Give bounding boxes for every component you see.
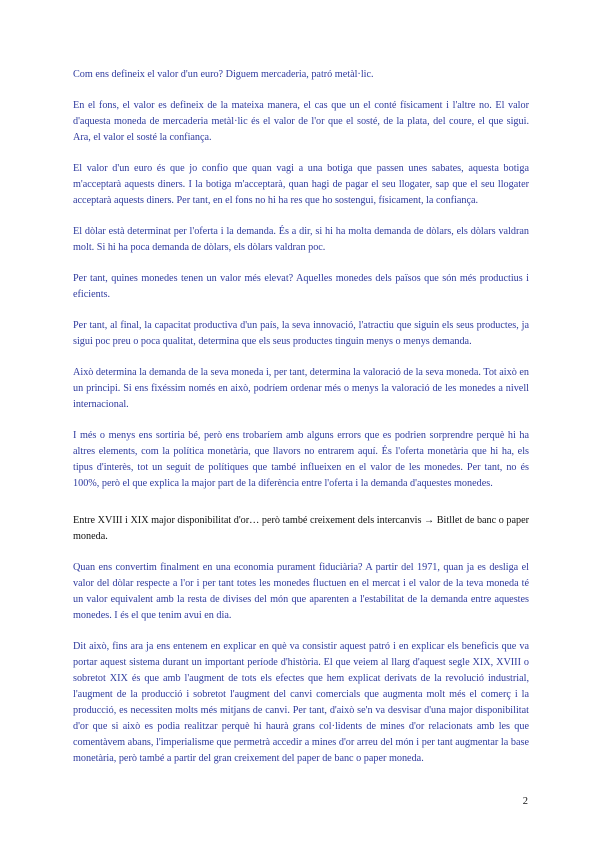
section-heading: Entre XVIII i XIX major disponibilitat d'or… però també creixement dels intercanvis → Bitllet de banc o paper moneda. [73, 515, 529, 542]
paragraph: Dit això, fins ara ja ens entenem en explicar en què va consistir aquest patró i en explicar els beneficis que va portar aquest sistema durant un important període d'història. El que veiem al llarg d'aquest segle XIX, XVIII o sobretot XIX és que amb l'augment de tots els efectes que hem explicat derivats de la revolució industrial, l'augment de la producció i sobretot l'augment del canvi comercials que augmenta molt més el comerç i la producció, es necessiten molts més mitjans de canvi. Per tant, d'això se'n va desvisar d'una major disponibilitat d'or que si això es podia realitzar perquè hi haurà grans col·lidents de mines d'or relacionats amb les que comentàvem abans, l'imperialisme que permetrà accedir a mines d'or arreu del món i per tant augmentar la base monetària, però també a partir del gran creixement del paper de banc o paper moneda. [73, 641, 529, 764]
paragraph: Això determina la demanda de la seva moneda i, per tant, determina la valoració de la seva moneda. Tot això en un principi. Si ens fixéssim només en això, podríem ordenar més o menys la valoració de les monedes a nivell internacional. [73, 367, 529, 410]
paragraph: Per tant, quines monedes tenen un valor més elevat? Aquelles monedes dels països que són més productius i eficients. [73, 273, 529, 300]
paragraph: I més o menys ens sortiria bé, però ens trobaríem amb alguns errors que es podrien sorprendre perquè hi ha altres elements, com la política monetària, que llavors no entrarem aquí. És l'oferta monetària que hi ha, els tipus d'interès, tot un seguit de polítiques que també influeixen en el valor de les monedes. Per tant, no és 100%, però el que explica la major part de la diferència entre l'oferta i la demanda d'aquestes monedes. [73, 430, 529, 489]
paragraph: El valor d'un euro és que jo confio que quan vagi a una botiga que passen unes sabates, aquesta botiga m'acceptarà aquests diners. I la botiga m'acceptarà, quan hagi de pagar el seu llogater, sap que el seu llogater acceptarà aquests diners. Per tant, en el fons no hi ha res que ho sostengui, físicament, la confiança. [73, 163, 529, 206]
page-number: 2 [522, 796, 528, 807]
page-content [73, 67, 529, 782]
paragraph: El dòlar està determinat per l'oferta i la demanda. És a dir, si hi ha molta demanda de dòlars, els dòlars valdran molt. Si hi ha poca demanda de dòlars, els dòlars valdran poc. [73, 226, 529, 253]
paragraph-question: Com ens defineix el valor d'un euro? Diguem mercaderia, patró metàl·lic. [73, 69, 374, 80]
paragraph: Per tant, al final, la capacitat productiva d'un país, la seva innovació, l'atractiu que siguin els seus productes, ja sigui poc preu o poca qualitat, determina que els seus productes tinguin menys o menys demanda. [73, 320, 529, 347]
paragraph: Quan ens convertim finalment en una economia purament fiduciària? A partir del 1971, quan ja es desliga el valor del dòlar respecte a l'or i per tant totes les monedes fluctuen en el mercat i el valor de la teva moneda té un valor equivalent amb la resta de divises del món que aparenten a l'estabilitat de la demanda entre aquestes monedes. I és el que tenim avui en dia. [73, 562, 529, 621]
paragraph: En el fons, el valor es defineix de la mateixa manera, el cas que un el conté físicament i l'altre no. El valor d'aquesta moneda de mercaderia metàl·lic és el valor de l'or que el sosté, de la plata, del coure, el que sigui. Ara, el valor el sosté la confiança. [73, 100, 529, 143]
